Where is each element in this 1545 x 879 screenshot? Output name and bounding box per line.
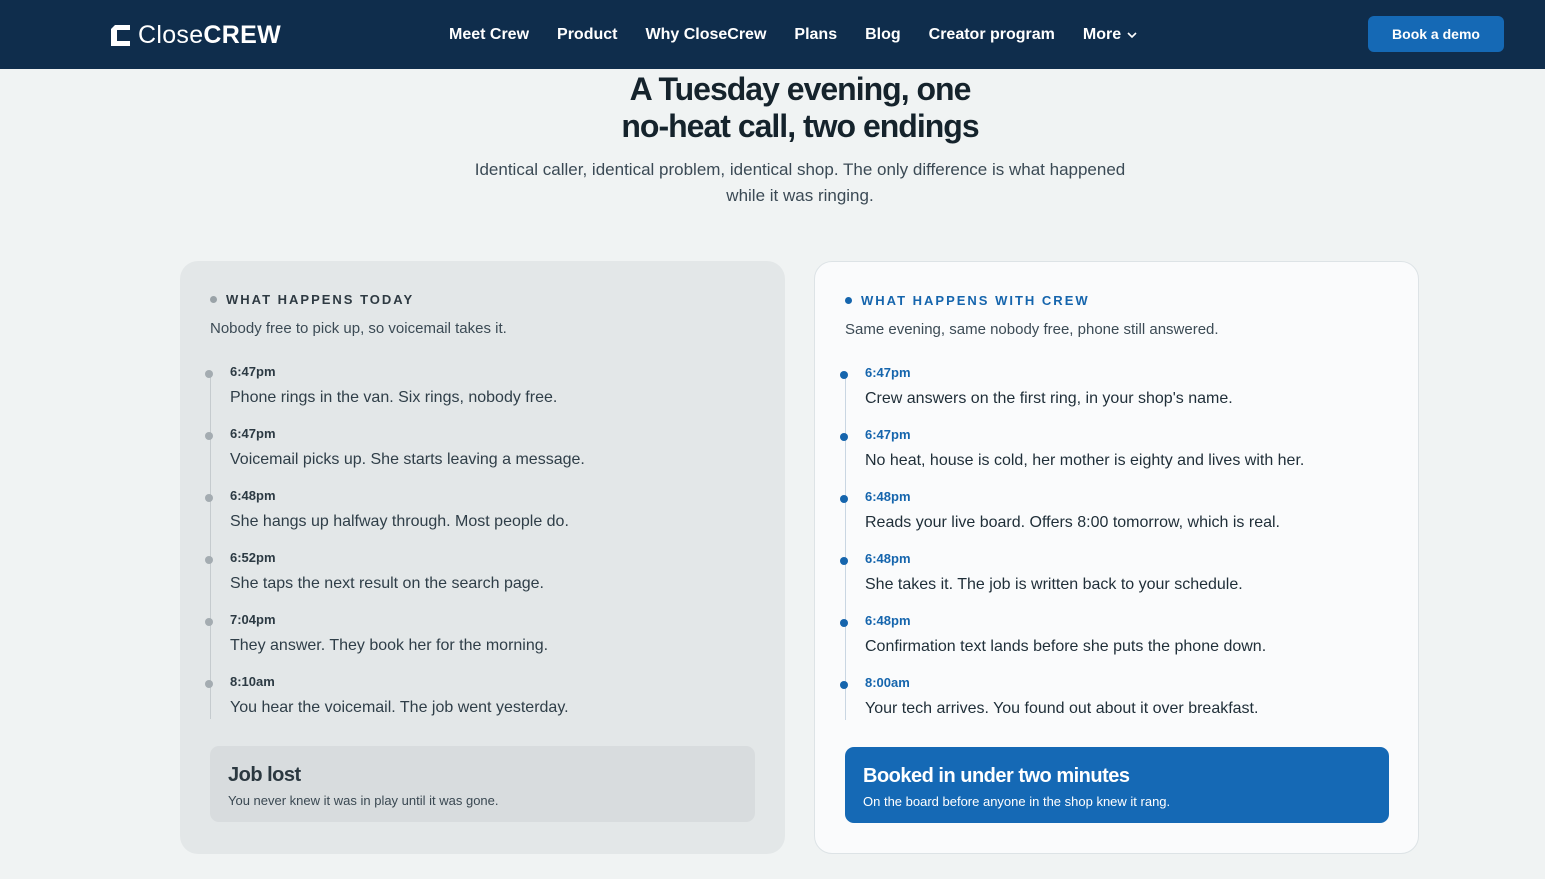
crew-event [865, 426, 1385, 472]
page-title-line-2: no-heat call, two endings [621, 108, 979, 144]
page-title-line-1: A Tuesday evening, one [629, 71, 971, 107]
today-card [180, 261, 785, 854]
crew-result-subtitle: On the board before anyone in the shop knew it rang. [863, 794, 1171, 809]
page-subtitle-line-2: while it was ringing. [726, 186, 874, 205]
timeline-dot [205, 370, 213, 378]
timeline-dot [840, 371, 848, 379]
today-result-title: Job lost [228, 764, 301, 786]
chevron-down-icon [1127, 32, 1137, 39]
page-subtitle-line-1: Identical caller, identical problem, identical shop. The only difference is what happened [474, 160, 1126, 179]
crew-result-box [845, 747, 1389, 823]
event-text: She taps the next result on the search page. [230, 575, 544, 592]
today-heading-dot [210, 296, 217, 303]
today-result-subtitle: You never knew it was in play until it was gone. [228, 793, 499, 808]
event-time: 6:48pm [865, 489, 911, 504]
event-time: 6:48pm [230, 488, 276, 503]
today-result-box [210, 746, 755, 822]
brand-name: CloseCREW [138, 21, 282, 49]
timeline-dot [840, 433, 848, 441]
event-text: Confirmation text lands before she puts the phone down. [865, 638, 1267, 655]
page-subtitle [462, 157, 1138, 209]
main-menu [449, 24, 1165, 46]
crew-event [865, 550, 1385, 596]
today-event [230, 611, 750, 657]
crew-timeline-line [845, 376, 846, 720]
crew-description: Same evening, same nobody free, phone still answered. [845, 321, 1219, 338]
timeline-dot [840, 681, 848, 689]
nav-link-plans[interactable]: Plans [794, 26, 838, 43]
timeline-dot [205, 494, 213, 502]
crew-event [865, 674, 1385, 720]
nav-link-why-closecrew[interactable]: Why CloseCrew [645, 26, 767, 43]
event-time: 6:47pm [230, 426, 276, 441]
timeline-dot [840, 619, 848, 627]
event-text: You hear the voicemail. The job went yesterday. [230, 699, 569, 716]
event-text: She hangs up halfway through. Most people do. [230, 513, 569, 530]
today-heading-label: WHAT HAPPENS TODAY [226, 292, 415, 307]
event-time: 7:04pm [230, 612, 276, 627]
nav-link-meet-crew[interactable]: Meet Crew [449, 26, 530, 43]
brand-logo[interactable] [111, 20, 281, 50]
timeline-dot [205, 680, 213, 688]
event-time: 6:47pm [230, 364, 276, 379]
crew-result-title: Booked in under two minutes [863, 765, 1130, 787]
event-time: 6:48pm [865, 613, 911, 628]
event-time: 6:52pm [230, 550, 276, 565]
timeline-dot [205, 618, 213, 626]
crew-heading-dot [845, 297, 852, 304]
today-event [230, 425, 750, 471]
timeline-dot [840, 495, 848, 503]
event-text: Voicemail picks up. She starts leaving a message. [230, 451, 585, 468]
today-description: Nobody free to pick up, so voicemail takes it. [210, 320, 507, 337]
today-event [230, 673, 750, 719]
nav-link-blog[interactable]: Blog [865, 26, 901, 43]
event-time: 6:48pm [865, 551, 911, 566]
crew-event [865, 488, 1385, 534]
timeline-dot [205, 432, 213, 440]
nav-menu-more[interactable] [1083, 24, 1137, 46]
event-text: She takes it. The job is written back to your schedule. [865, 576, 1243, 593]
event-time: 8:10am [230, 674, 275, 689]
nav-more-label: More [1082, 26, 1122, 43]
event-text: Crew answers on the first ring, in your shop's name. [865, 390, 1233, 407]
event-text: Reads your live board. Offers 8:00 tomorrow, which is real. [865, 514, 1280, 531]
today-timeline [210, 363, 750, 719]
closecrew-logo-icon [111, 25, 130, 46]
page-title [472, 71, 1128, 145]
today-timeline-line [210, 375, 211, 719]
event-text: Your tech arrives. You found out about it over breakfast. [865, 700, 1259, 717]
event-time: 6:47pm [865, 427, 911, 442]
today-event [230, 363, 750, 409]
event-time: 8:00am [865, 675, 910, 690]
event-text: Phone rings in the van. Six rings, nobody free. [230, 389, 558, 406]
top-navigation [0, 0, 1545, 69]
today-heading [210, 292, 414, 307]
crew-heading [845, 293, 1090, 308]
event-text: No heat, house is cold, her mother is eighty and lives with her. [865, 452, 1305, 469]
today-event [230, 487, 750, 533]
event-text: They answer. They book her for the morning. [230, 637, 549, 654]
event-time: 6:47pm [865, 365, 911, 380]
crew-heading-label: WHAT HAPPENS WITH CREW [861, 293, 1090, 308]
timeline-dot [205, 556, 213, 564]
crew-timeline [845, 364, 1385, 720]
nav-link-product[interactable]: Product [557, 26, 618, 43]
crew-card [814, 261, 1419, 854]
timeline-dot [840, 557, 848, 565]
nav-link-creator-program[interactable]: Creator program [928, 26, 1055, 43]
crew-event [865, 364, 1385, 410]
book-demo-button[interactable]: Book a demo [1368, 16, 1504, 52]
crew-event [865, 612, 1385, 658]
today-event [230, 549, 750, 595]
